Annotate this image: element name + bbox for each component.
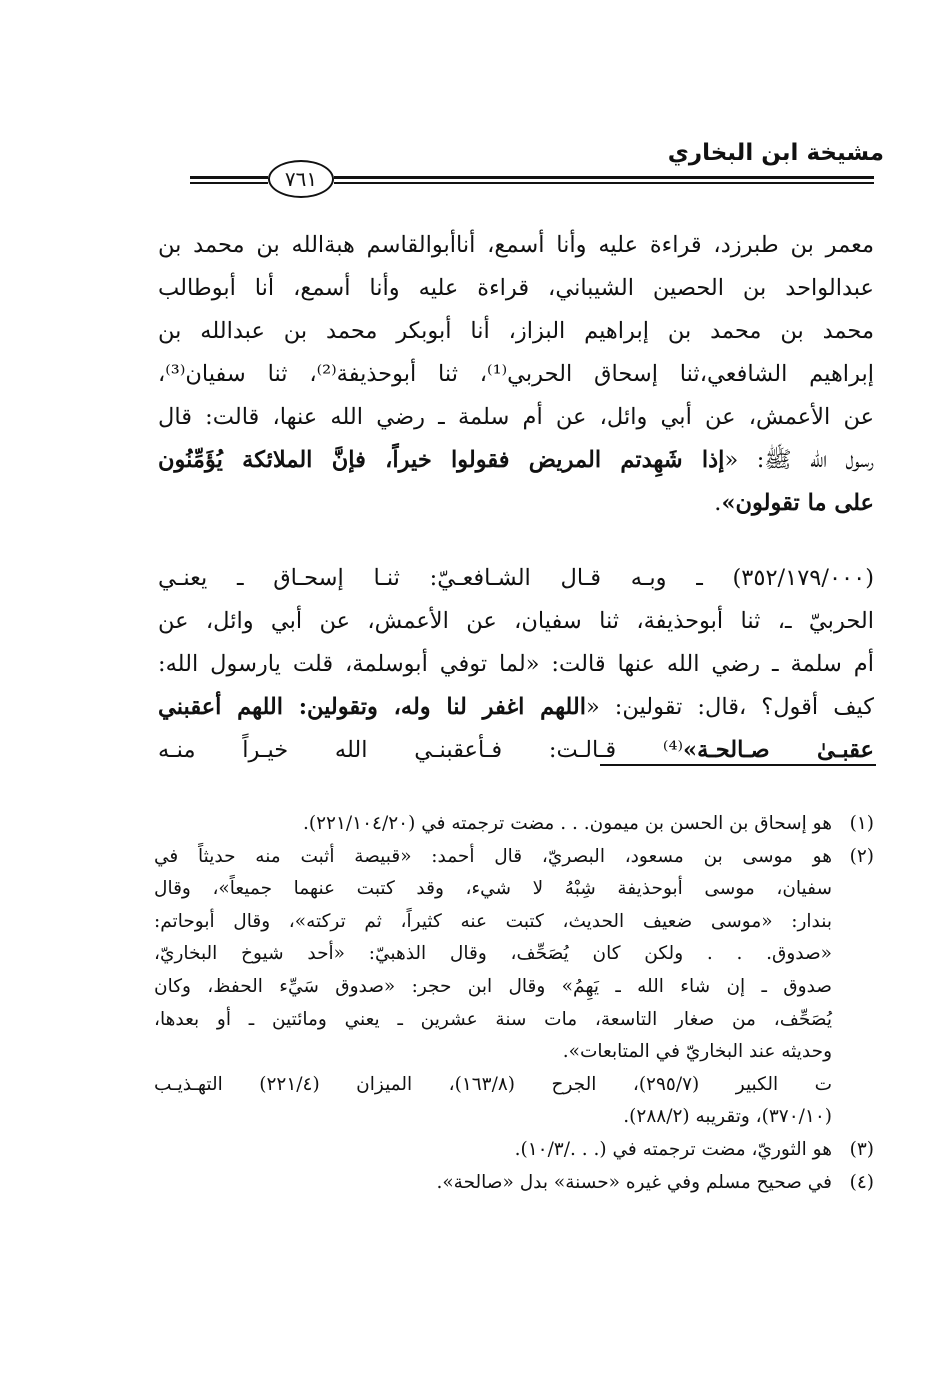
- footnotes: [154, 808, 874, 1199]
- hadith-text: اللهم أعقبني: [158, 694, 283, 720]
- hadith-text: إذا شَهِدتم المريض فقولوا خيراً، فإنَّ الملائكة يُؤَمِّنُون: [158, 447, 725, 473]
- footnote-separator: [600, 764, 876, 766]
- text-run: وتقولين:: [283, 694, 378, 720]
- text-line: عبدالواحد بن الحصين الشيباني، قراءة عليه وأنا أسمع، أنا أبوطالب: [158, 275, 874, 301]
- text-line: [158, 686, 874, 729]
- paragraph-2: [158, 557, 874, 772]
- text-line: [158, 482, 874, 525]
- header-rule-left-lower: [190, 182, 268, 184]
- footnote-4: [154, 1167, 874, 1200]
- paragraph-1: [158, 224, 874, 525]
- text-line: محمد بن محمد بن إبراهيم البزاز، أنا أبوبكر محمد بن عبدالله بن: [158, 318, 874, 344]
- header-rule-left: [190, 176, 268, 179]
- text-line: معمر بن طبرزد، قراءة عليه وأنا أسمع، أناأبوالقاسم هبةالله بن محمد بن: [158, 232, 874, 258]
- footnote-line: وحديثه عند البخاريّ في المتابعات».: [562, 1041, 832, 1063]
- footnote-line: بندار: «موسى ضعيف الحديث، كتبت عنه كثيراً، ثم تركته»، وقال أبوحاتم:: [154, 910, 832, 932]
- footnote-number: (١): [849, 813, 874, 834]
- footnote-text: هو موسى بن مسعود، البصريّ، قال أحمد: «قبيصة أثبت منه حديثاً في: [154, 845, 832, 867]
- text-line: عن الأعمش، عن أبي وائل، عن أم سلمة ـ رضي الله عنها، قالت: قال: [158, 404, 874, 430]
- footnote-text: هو إسحاق بن الحسن بن ميمون. . . مضت ترجمته في (٢٢١/١٠٤/٢٠).: [303, 813, 832, 834]
- footnote-number: (٣): [849, 1138, 874, 1160]
- text-run: رسول الله ﷺ: «: [724, 447, 874, 473]
- text-line: (٣٥٢/١٧٩/٠٠٠) ـ وبـه قـال الشـافعـيّ: ثنـا إسحـاق ـ يعنـي: [158, 565, 874, 591]
- text-line: الحربيّ ـ، ثنا أبوحذيفة، ثنا سفيان، عن الأعمش، عن أبي وائل، عن: [158, 608, 874, 634]
- hadith-text: عقبـىٰ صـالحـة»: [683, 737, 874, 763]
- page-number-text: ٧٦١: [284, 167, 318, 191]
- text-line: [158, 439, 874, 482]
- footnote-number: (٤): [849, 1171, 874, 1193]
- text-line: [158, 729, 874, 772]
- footnote-text: في صحيح مسلم وفي غيره «حسنة» بدل «صالحة».: [436, 1171, 832, 1193]
- page-number: [268, 160, 334, 198]
- header-rule-right-lower: [334, 182, 874, 184]
- footnote-2: [154, 841, 874, 874]
- text-line: أم سلمة ـ رضي الله عنها قالت: «لما توفي أبوسلمة، قلت يارسول الله:: [158, 651, 874, 677]
- text-run: كيف أقول؟ ،قال: تقولين: «: [586, 694, 874, 720]
- text-run: ⁽⁴⁾ قـالـت: فـأعقبنـي الله خيـراً منـه: [158, 737, 683, 763]
- footnote-line: «صدوق. . . ولكن كان يُصَحِّف، وقال الذهبيّ: «أحد شيوخ البخاريّ،: [154, 943, 832, 965]
- footnote-line: صدوق ـ إن شاء الله ـ يَهِمُ» وقال ابن حجر: «صدوق سَيِّء الحفظ، وكان: [154, 975, 832, 997]
- footnote-3: [154, 1134, 874, 1167]
- text-line: إبراهيم الشافعي،ثنا إسحاق الحربي⁽¹⁾، ثنا أبوحذيفة⁽²⁾، ثنا سفيان⁽³⁾،: [158, 361, 874, 387]
- hadith-text: اللهم اغفر لنا وله،: [377, 694, 586, 720]
- footnote-line: ت الكبير (٢٩٥/٧)، الجرح (١٦٣/٨)، الميزان (٢٢١/٤) التهـذيـب: [154, 1073, 832, 1095]
- footnote-text: هو الثوريّ، مضت ترجمته في (. . ./١٠/٣).: [514, 1138, 832, 1160]
- footnote-line: يُصَحِّف، من صغار التاسعة، مات سنة عشرين ـ يعني ومائتين ـ أو بعدها،: [154, 1008, 832, 1030]
- header-rule-right: [334, 176, 874, 179]
- footnote-number: (٢): [849, 845, 874, 867]
- footnote-line: (٣٧٠/١٠)، وتقريبه (٢٨٨/٢).: [623, 1106, 832, 1128]
- hadith-text: على ما تقولون»: [721, 490, 874, 516]
- footnote-1: [154, 808, 874, 841]
- footnote-line: سفيان، موسى أبوحذيفة شِبْهُ لا شيء، وقد كتبت عنهما جميعاً»، وقال: [154, 878, 832, 900]
- running-title: مشيخة ابن البخاري: [667, 140, 884, 166]
- text-run: .: [714, 490, 722, 516]
